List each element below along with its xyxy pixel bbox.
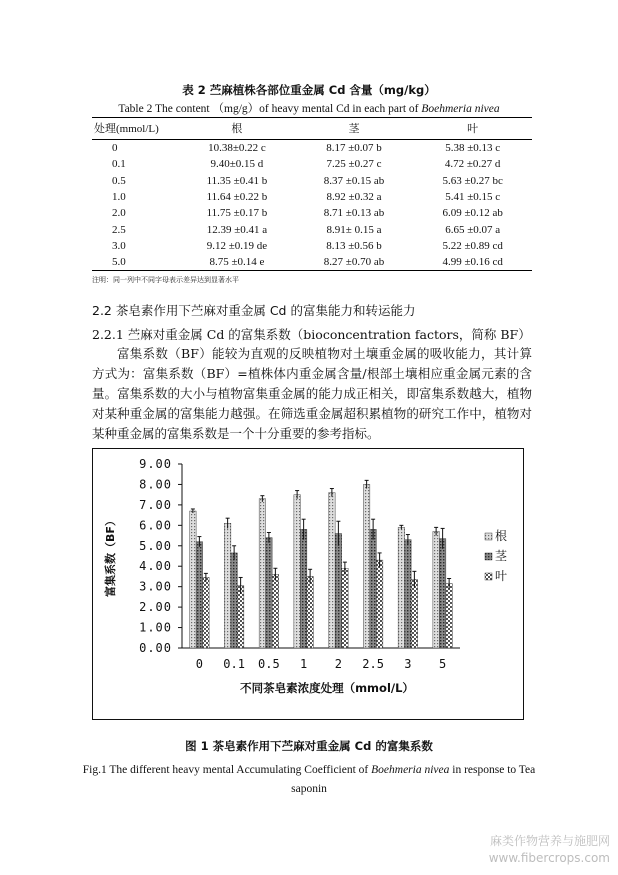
table-note: 注明：同一列中不同字母表示差异达到显著水平: [92, 276, 239, 284]
cell-leaf: 5.38 ±0.13 c: [445, 142, 501, 155]
bar-root: [329, 493, 336, 648]
cell-leaf: 6.65 ±0.07 a: [445, 223, 501, 236]
bar-root: [433, 531, 440, 648]
cell-root: 12.39 ±0.41 a: [206, 223, 268, 236]
table-row: [92, 205, 532, 221]
bar-leaf: [307, 576, 314, 648]
bar-stem: [335, 534, 342, 648]
table-caption-cn: 表 2 苎麻植株各部位重金属 Cd 含量（mg/kg）: [182, 83, 436, 97]
figure-caption-en: [70, 761, 548, 799]
cell-stem: 8.13 ±0.56 b: [326, 239, 382, 252]
table-row: [92, 140, 532, 157]
cell-treatment: 1.0: [112, 191, 126, 204]
table-row: [92, 173, 532, 189]
cell-root: 10.38±0.22 c: [208, 142, 266, 155]
x-axis-title: 不同茶皂素浓度处理（mmol/L）: [240, 681, 414, 695]
x-tick-label: 1: [300, 657, 308, 671]
cell-leaf: 5.63 ±0.27 bc: [442, 174, 503, 187]
bar-root: [190, 511, 197, 648]
bar-stem: [231, 553, 238, 648]
bar-root: [294, 495, 301, 648]
bar-stem: [405, 540, 412, 648]
cell-stem: 8.37 ±0.15 ab: [323, 174, 385, 187]
legend-label: 叶: [495, 569, 508, 583]
table-caption-en: [0, 100, 618, 116]
table-caption-en-text: Table 2 The content （mg/g）of heavy mental Cd in each part of: [118, 103, 422, 115]
cell-stem: 8.92 ±0.32 a: [326, 191, 382, 204]
bar-leaf: [376, 560, 383, 648]
watermark-name: 麻类作物营养与施肥网: [489, 834, 610, 848]
table-row: [92, 221, 532, 237]
table-row: [92, 238, 532, 254]
y-tick-label: 6.00: [139, 518, 172, 533]
cell-root: 8.75 ±0.14 e: [179, 254, 295, 271]
y-tick-label: 5.00: [139, 538, 172, 553]
bar-leaf: [411, 580, 418, 648]
bar-stem: [300, 529, 307, 648]
table-row: [92, 156, 532, 172]
y-tick-label: 9.00: [139, 457, 172, 471]
bar-stem: [370, 529, 377, 648]
cell-stem: 8.71 ±0.13 ab: [323, 207, 385, 220]
y-tick-label: 8.00: [139, 477, 172, 492]
table-row: [92, 254, 532, 271]
y-tick-label: 4.00: [139, 559, 172, 574]
bf-bar-chart: [92, 448, 524, 720]
legend-swatch: [485, 533, 492, 540]
x-tick-label: 0: [195, 657, 203, 671]
cell-treatment: 0.1: [112, 158, 126, 171]
body-paragraph: 富集系数（BF）能较为直观的反映植物对土壤重金属的吸收能力，其计算方式为：富集系数（BF）=植株体内重金属含量/根部土壤相应重金属元素的含量。富集系数的大小与植物富集重金属的能力成正相关，即富集系数越大，植物对某种重金属的富集能力越强。在筛选重金属超积累植物的研究工作中，植物对某种重金属的富集系数是一个十分重要的参考指标。: [92, 346, 532, 441]
x-tick-label: 5: [439, 657, 447, 671]
legend-label: 根: [495, 529, 508, 543]
x-tick-label: 2.5: [362, 657, 384, 671]
x-tick-label: 0.1: [223, 657, 245, 671]
cell-stem: 8.91± 0.15 a: [326, 223, 382, 236]
cell-leaf: 5.22 ±0.89 cd: [442, 239, 503, 252]
figure-caption-en-post: in response to Tea saponin: [291, 764, 536, 795]
x-tick-label: 3: [404, 657, 412, 671]
cell-root: 11.75 ±0.17 b: [206, 207, 268, 220]
cell-treatment: 3.0: [112, 239, 126, 252]
y-tick-label: 0.00: [139, 641, 172, 655]
legend-label: 茎: [495, 549, 508, 563]
cell-stem: 8.27 ±0.70 ab: [295, 254, 414, 271]
cell-treatment: 0.5: [112, 174, 126, 187]
legend-swatch: [485, 573, 492, 580]
table-caption-species: Boehmeria nivea: [421, 103, 500, 115]
cell-root: 9.40±0.15 d: [210, 158, 264, 171]
subsection-heading: 2.2.1 苎麻对重金属 Cd 的富集系数（bioconcentration factors，简称 BF）: [92, 327, 531, 342]
y-axis-title: 富集系数（BF）: [104, 515, 117, 597]
legend-swatch: [485, 553, 492, 560]
bar-leaf: [203, 577, 210, 648]
bar-root: [363, 484, 370, 648]
header-stem: 茎: [295, 118, 414, 140]
section-heading: 2.2 茶皂素作用下苎麻对重金属 Cd 的富集能力和转运能力: [92, 303, 416, 318]
table-header-row: [92, 118, 532, 140]
figure-caption-en-pre: Fig.1 The different heavy mental Accumulating Coefficient of: [82, 764, 372, 776]
cell-treatment: 5.0: [92, 254, 179, 271]
y-tick-label: 1.00: [139, 620, 172, 635]
cell-leaf: 4.72 ±0.27 d: [444, 158, 501, 171]
bar-stem: [266, 538, 273, 648]
bar-leaf: [272, 574, 279, 648]
cell-treatment: 2.5: [112, 223, 126, 236]
bar-leaf: [342, 568, 349, 648]
table-row: [92, 189, 532, 205]
watermark: [470, 833, 610, 867]
x-tick-label: 0.5: [258, 657, 280, 671]
y-tick-label: 2.00: [139, 600, 172, 615]
cell-stem: 8.17 ±0.07 b: [326, 142, 382, 155]
cell-leaf: 6.09 ±0.12 ab: [442, 207, 503, 220]
bar-stem: [439, 539, 446, 648]
bar-root: [224, 523, 231, 648]
cell-root: 9.12 ±0.19 de: [206, 239, 268, 252]
cell-treatment: 0: [112, 142, 118, 155]
bar-root: [398, 527, 405, 648]
y-tick-label: 7.00: [139, 497, 172, 512]
cell-leaf: 5.41 ±0.15 c: [445, 191, 501, 204]
bar-stem: [196, 542, 203, 648]
cell-leaf: 4.99 ±0.16 cd: [413, 254, 532, 271]
cell-stem: 7.25 ±0.27 c: [326, 158, 382, 171]
cell-treatment: 2.0: [112, 207, 126, 220]
watermark-url: www.fibercrops.com: [488, 851, 610, 865]
header-root: 根: [179, 118, 295, 140]
bar-root: [259, 499, 266, 648]
figure-caption-cn: 图 1 茶皂素作用下苎麻对重金属 Cd 的富集系数: [185, 739, 433, 753]
header-treatment: 处理(mmol/L): [92, 118, 179, 140]
header-leaf: 叶: [413, 118, 532, 140]
x-tick-label: 2: [334, 657, 342, 671]
cell-root: 11.35 ±0.41 b: [206, 174, 268, 187]
bar-leaf: [446, 584, 453, 648]
cell-root: 11.64 ±0.22 b: [206, 191, 268, 204]
figure-caption-species: Boehmeria nivea: [371, 764, 450, 776]
bar-leaf: [237, 586, 244, 648]
content-table: [92, 117, 532, 271]
y-tick-label: 3.00: [139, 579, 172, 594]
